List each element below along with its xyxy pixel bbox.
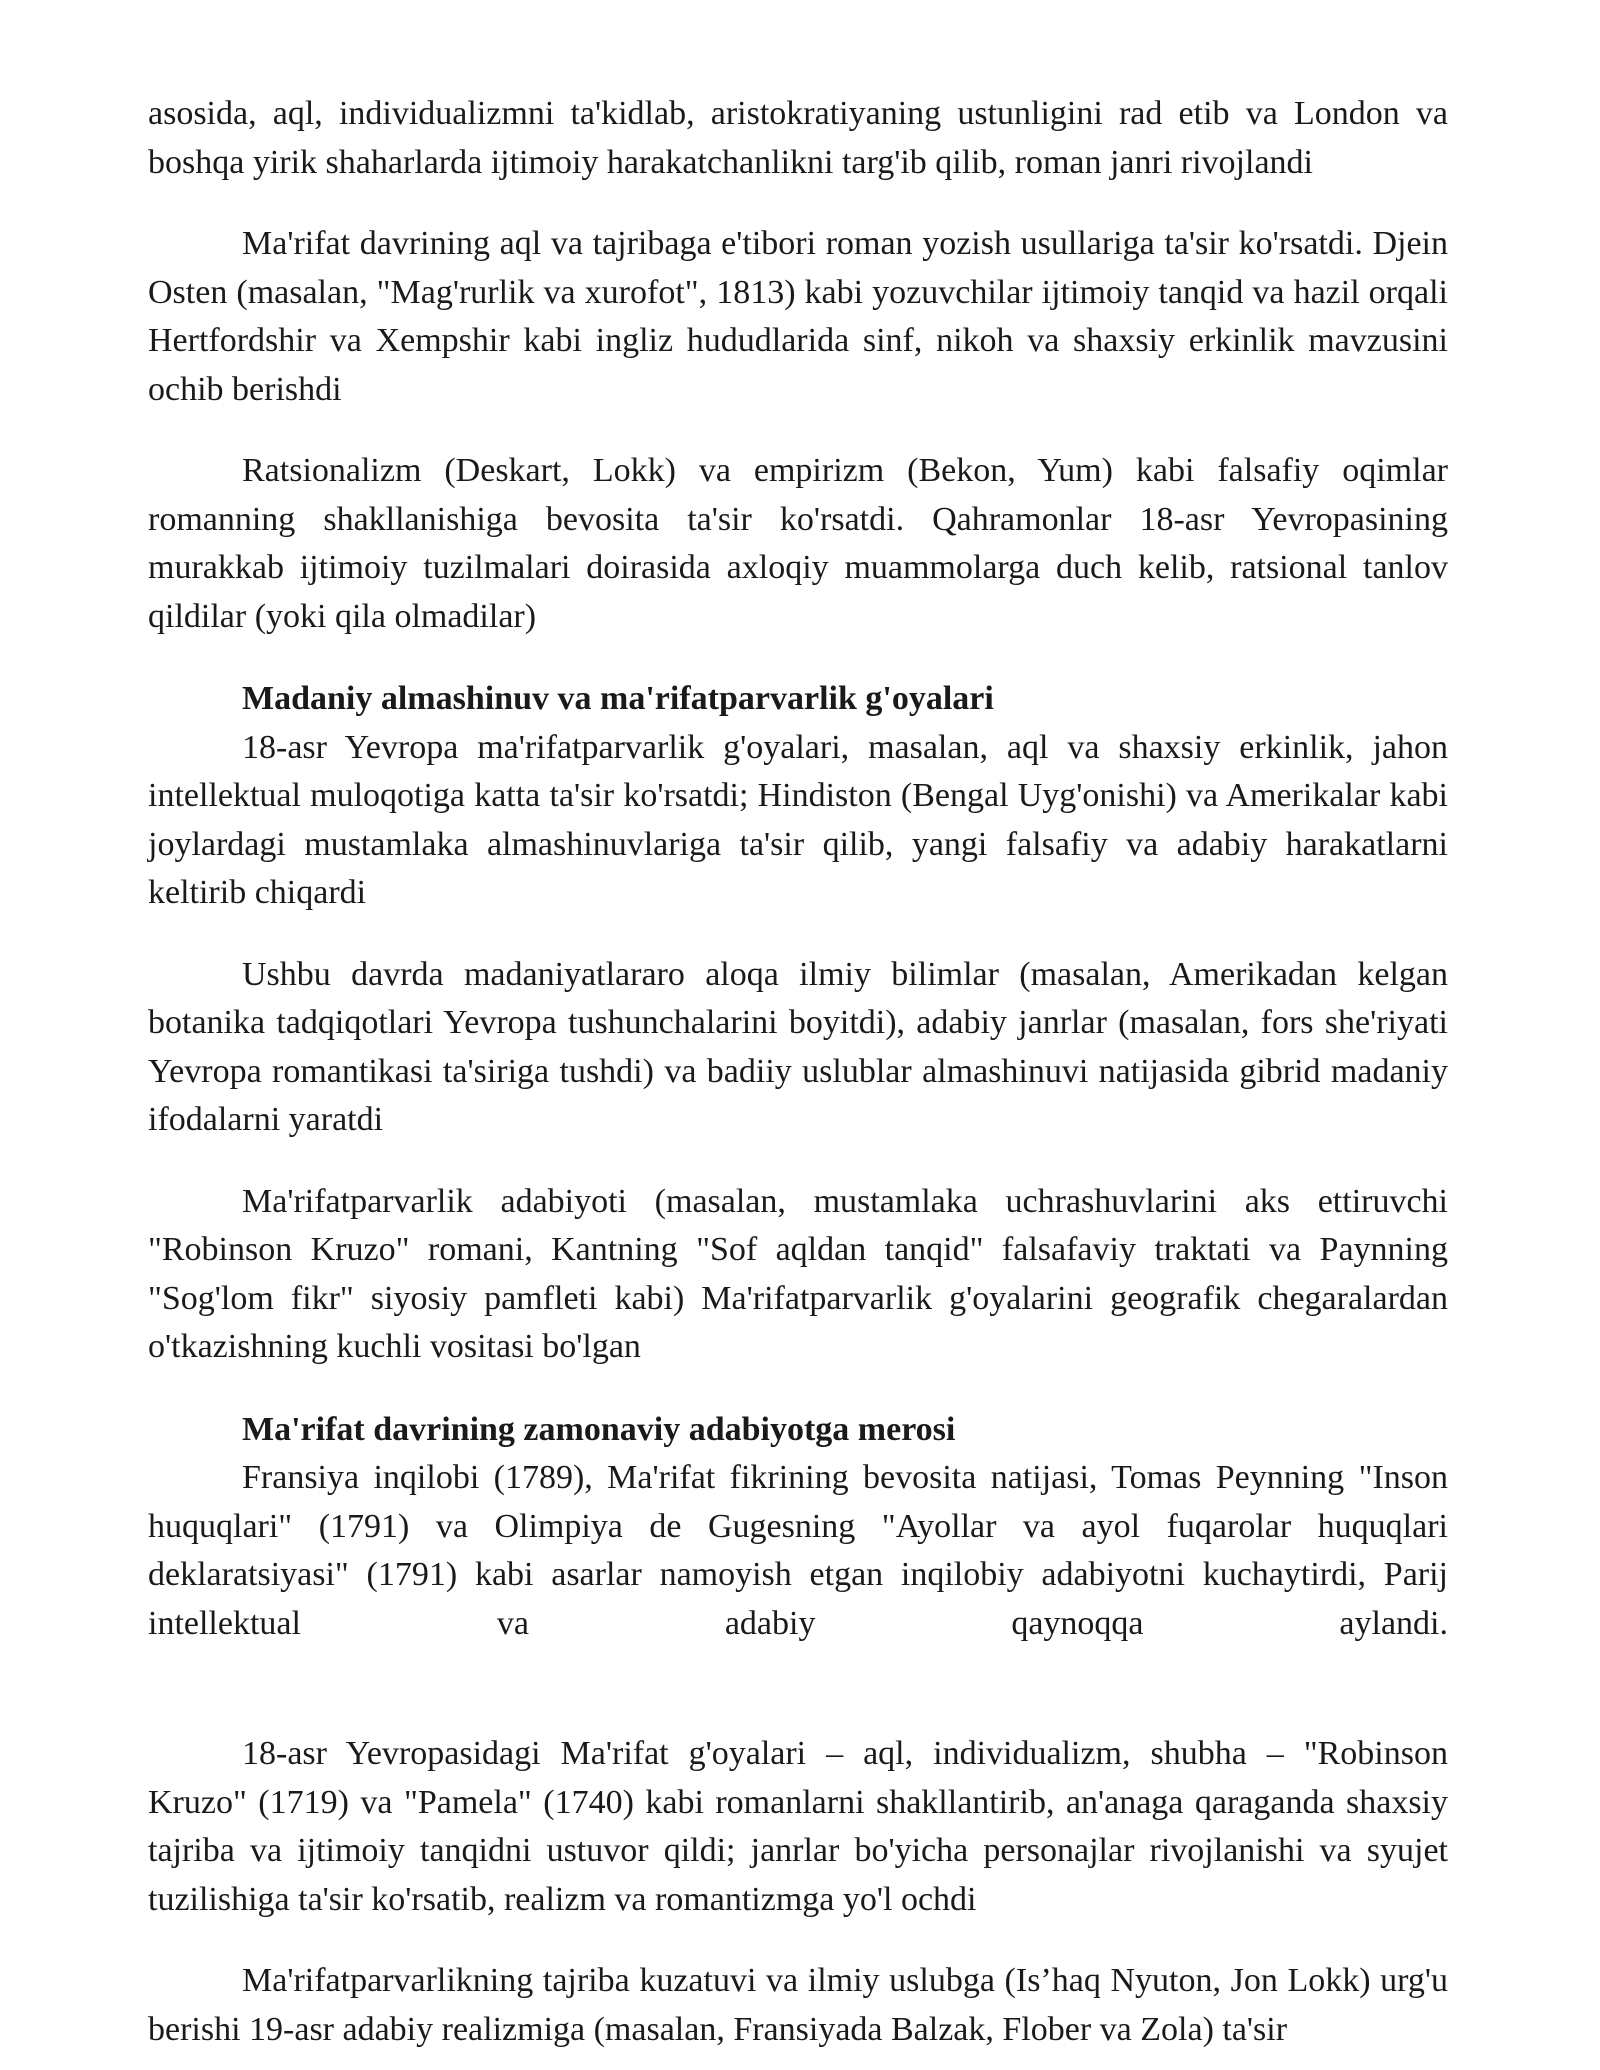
paragraph-austen: Ma'rifat davrining aql va tajribaga e'tibori roman yozish usullariga ta'sir ko'rsatdi. Djein Osten (masalan, "Mag'rurlik va xurofot", 1813) kabi yozuvchilar ijtimoiy tanqid va hazil orqali Hertfordshir va Xempshir kabi ingliz hududlarida sinf, nikoh va shaxsiy erkinlik mavzusini ochib berishdi	[148, 225, 1448, 408]
paragraph-realism: Ma'rifatparvarlikning tajriba kuzatuvi va ilmiy uslubga (Is’haq Nyuton, Jon Lokk) urg'u berishi 19-asr adabiy realizmiga (masalan, Fransiyada Balzak, Flober va Zola) ta'sir	[148, 1962, 1448, 2048]
paragraph-global-influence: 18-asr Yevropa ma'rifatparvarlik g'oyalari, masalan, aql va shaxsiy erkinlik, jahon intellektual muloqotiga katta ta'sir ko'rsatdi; Hindiston (Bengal Uyg'onishi) va Amerikalar kabi joylardagi mustamlaka almashinuvlariga ta'sir qilib, yangi falsafiy va adabiy harakatlarni keltirib chiqardi	[148, 728, 1448, 911]
paragraph-enlightenment-literature: Ma'rifatparvarlik adabiyoti (masalan, mustamlaka uchrashuvlarini aks ettiruvchi "Robinson Kruzo" romani, Kantning "Sof aqldan tanqid" falsafaviy traktati va Paynning "Sog'lom fikr" siyosiy pamfleti kabi) Ma'rifatparvarlik g'oyalarini geografik chegaralardan o'tkazishning kuchli vositasi bo'lgan	[148, 1182, 1448, 1365]
paragraph-continuation: asosida, aql, individualizmni ta'kidlab, aristokratiyaning ustunligini rad etib va London va boshqa yirik shaharlarda ijtimoiy harakatchanlikni targ'ib qilib, roman janri rivojlandi	[148, 95, 1448, 181]
paragraph-french-revolution: Fransiya inqilobi (1789), Ma'rifat fikrining bevosita natijasi, Tomas Peynning "Inson huquqlari" (1791) va Olimpiya de Gugesning "Ayollar va ayol fuqarolar huquqlari deklaratsiyasi" (1791) kabi asarlar namoyish etgan inqilobiy adabiyotni kuchaytirdi, Parij intellektual va adabiy qaynoqqa aylandi.	[148, 1459, 1448, 1642]
section-heading-cultural-exchange: Madaniy almashinuv va ma'rifatparvarlik g'oyalari	[242, 680, 994, 717]
section-heading-legacy: Ma'rifat davrining zamonaviy adabiyotga merosi	[242, 1410, 956, 1448]
paragraph-cross-cultural: Ushbu davrda madaniyatlararo aloqa ilmiy bilimlar (masalan, Amerikadan kelgan botanika tadqiqotlari Yevropa tushunchalarini boyitdi), adabiy janrlar (masalan, fors she'riyati Yevropa romantikasi ta'siriga tushdi) va badiiy uslublar almashinuvi natijasida gibrid madaniy ifodalarni yaratdi	[148, 955, 1448, 1138]
document-page	[148, 90, 1448, 2054]
paragraph-rationalism: Ratsionalizm (Deskart, Lokk) va empirizm (Bekon, Yum) kabi falsafiy oqimlar romanning shakllanishiga bevosita ta'sir ko'rsatdi. Qahramonlar 18-asr Yevropasining murakkab ijtimoiy tuzilmalari doirasida axloqiy muammolarga duch kelib, ratsional tanlov qildilar (yoki qila olmadilar)	[148, 452, 1448, 635]
paragraph-novel-shaping: 18-asr Yevropasidagi Ma'rifat g'oyalari – aql, individualizm, shubha – "Robinson Kruzo" (1719) va "Pamela" (1740) kabi romanlarni shakllantirib, an'anaga qaraganda shaxsiy tajriba va ijtimoiy tanqidni ustuvor qildi; janrlar bo'yicha personajlar rivojlanishi va syujet tuzilishiga ta'sir ko'rsatib, realizm va romantizmga yo'l ochdi	[148, 1735, 1448, 1918]
